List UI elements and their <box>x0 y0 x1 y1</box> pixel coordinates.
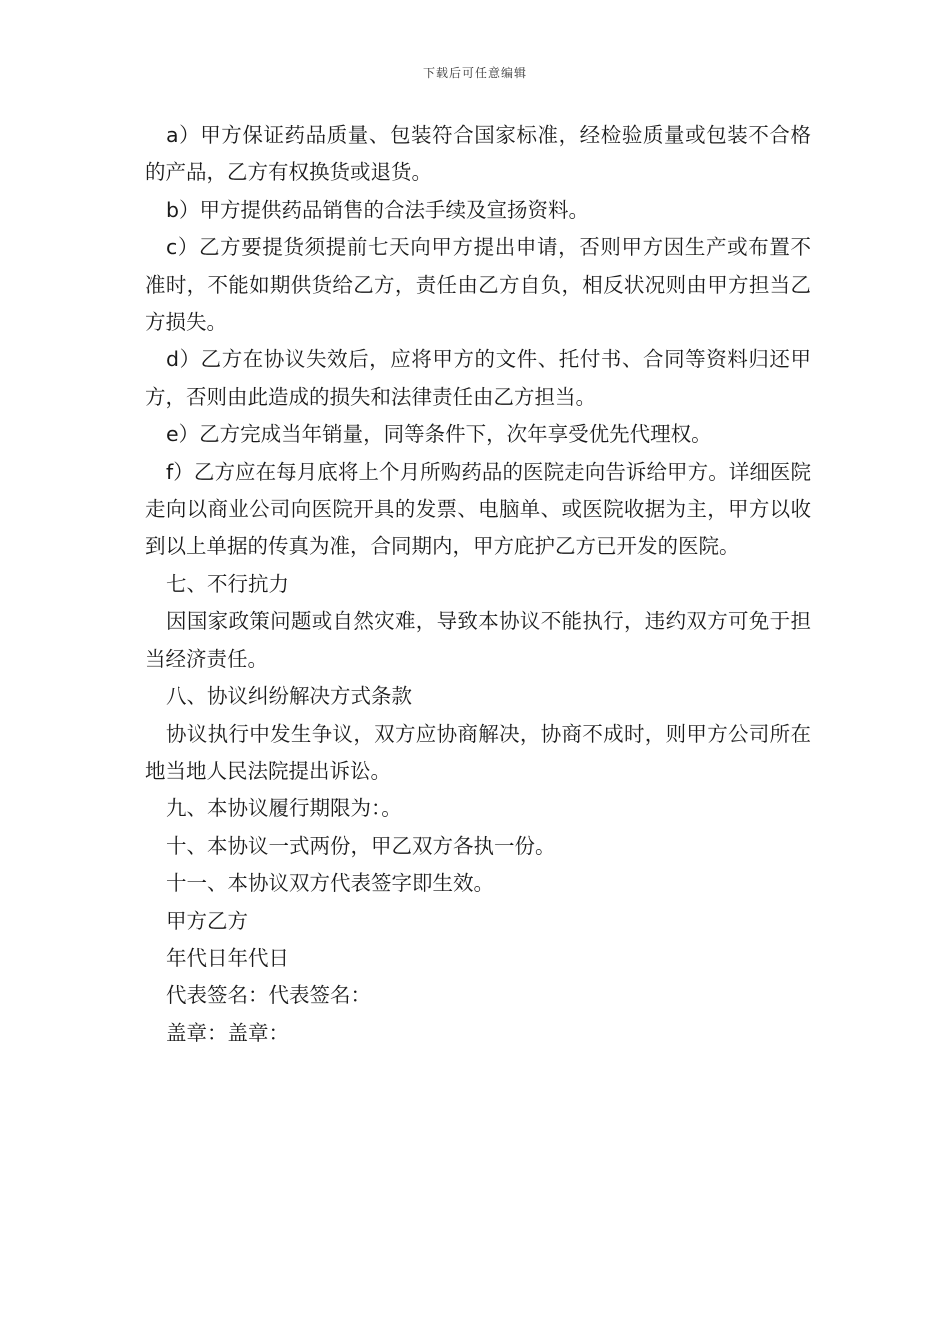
effective-clause: 十一、本协议双方代表签字即生效。 <box>166 871 494 896</box>
signature-representatives: 代表签名：代表签名： <box>166 983 371 1008</box>
force-majeure-text: 因国家政策问题或自然灾难，导致本协议不能执行，违约双方可免于担当经济责任。 <box>145 609 811 671</box>
signature-seals: 盖章：盖章： <box>166 1020 289 1045</box>
section-heading-dispute: 八、协议纠纷解决方式条款 <box>166 684 412 709</box>
dispute-text: 协议执行中发生争议，双方应协商解决，协商不成时，则甲方公司所在地当地人民法院提出诉讼。 <box>145 721 811 783</box>
copies-clause: 十、本协议一式两份，甲乙双方各执一份。 <box>166 833 556 858</box>
page-header-note: 下载后可任意编辑 <box>422 66 527 80</box>
clause-e: e）乙方完成当年销量，同等条件下，次年享受优先代理权。 <box>166 422 712 447</box>
section-heading-force-majeure: 七、不行抗力 <box>166 571 289 596</box>
document-body <box>145 117 811 1052</box>
clause-f: f）乙方应在每月底将上个月所购药品的医院走向告诉给甲方。详细医院走向以商业公司向医院开具的发票、电脑单、或医院收据为主，甲方以收到以上单据的传真为准，合同期内，甲方庇护乙方已开发的医院。 <box>145 459 811 559</box>
clause-b: b）甲方提供药品销售的合法手续及宣扬资料。 <box>166 197 590 222</box>
signature-parties: 甲方乙方 <box>166 908 248 933</box>
clause-a: a）甲方保证药品质量、包装符合国家标准，经检验质量或包装不合格的产品，乙方有权换货或退货。 <box>145 123 811 185</box>
clause-c: c）乙方要提货须提前七天向甲方提出申请，否则甲方因生产或布置不准时，不能如期供货给乙方，责任由乙方自负，相反状况则由甲方担当乙方损失。 <box>145 235 811 335</box>
clause-d: d）乙方在协议失效后，应将甲方的文件、托付书、合同等资料归还甲方，否则由此造成的损失和法律责任由乙方担当。 <box>145 347 811 409</box>
signature-dates: 年代日年代日 <box>166 945 289 970</box>
term-clause: 九、本协议履行期限为：。 <box>166 796 402 821</box>
